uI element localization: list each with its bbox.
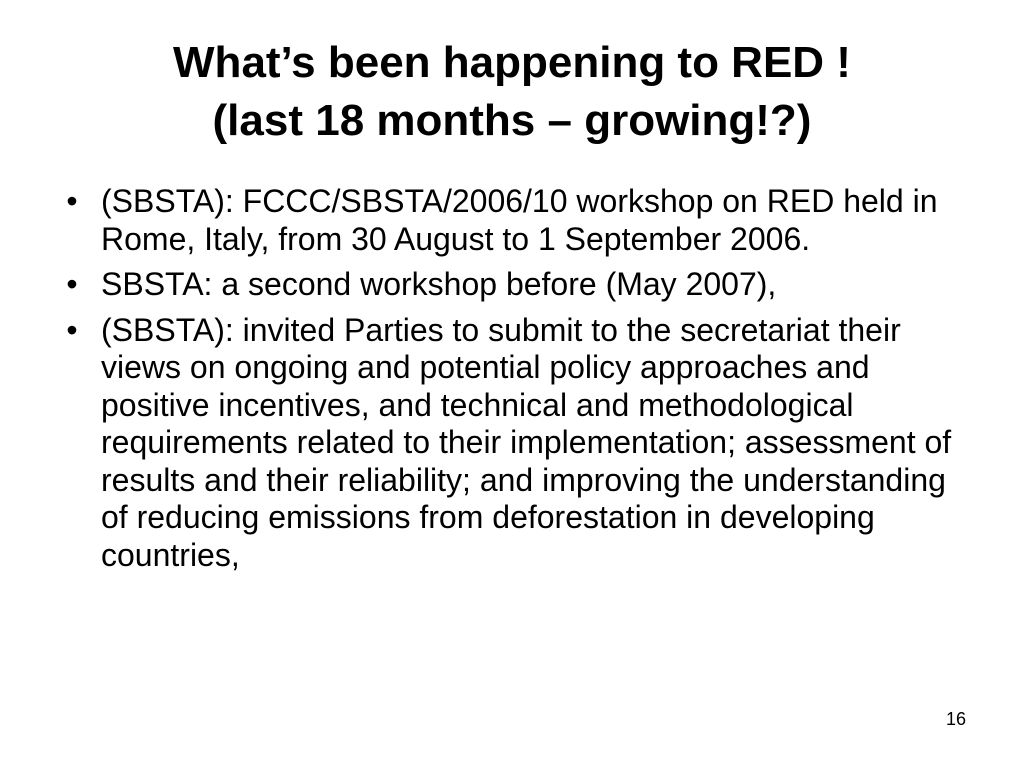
bullet-list <box>60 183 960 582</box>
bullet-text: (SBSTA): FCCC/SBSTA/2006/10 workshop on RED held in Rome, Italy, from 30 August to 1 September 2006. <box>101 183 938 257</box>
bullet-text: (SBSTA): invited Parties to submit to the secretariat their views on ongoing and potential policy approaches and positive incentives, and technical and methodological requirements related to their implementation; assessment of results and their reliability; and improving the understanding of reducing emissions from deforestation in developing countries, <box>101 311 952 573</box>
bullet-item <box>60 312 960 575</box>
slide-title <box>40 34 984 150</box>
bullet-icon: • <box>66 311 78 348</box>
bullet-icon: • <box>66 266 78 302</box>
bullet-text: SBSTA: a second workshop before (May 2007), <box>101 266 777 302</box>
slide-title-line-1: What’s been happening to RED ! <box>173 38 851 87</box>
bullet-item <box>60 266 960 304</box>
slide-title-line-2: (last 18 months – growing!?) <box>212 96 812 145</box>
bullet-item <box>60 183 960 258</box>
slide-number: 16 <box>945 709 966 729</box>
bullet-icon: • <box>66 183 78 219</box>
